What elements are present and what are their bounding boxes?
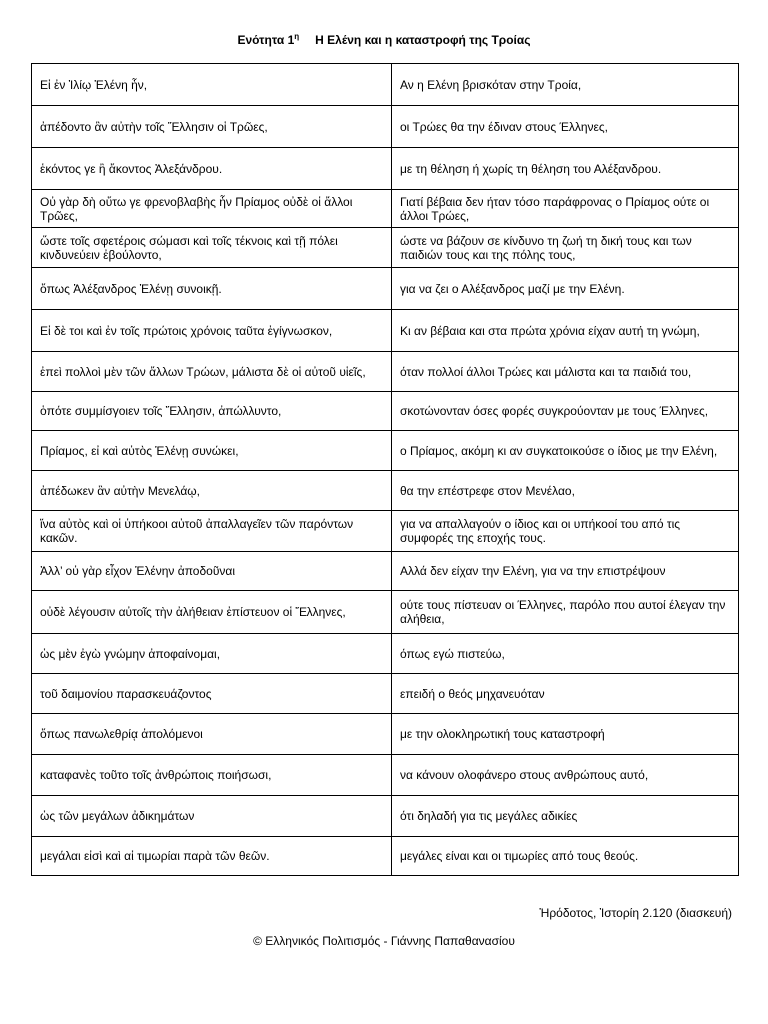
table-row: [32, 268, 739, 310]
unit-superscript: η: [294, 32, 300, 41]
table-row: [32, 310, 739, 352]
translation-table-body: [32, 64, 739, 876]
table-row: [32, 511, 739, 552]
ancient-text-cell: ὥστε τοῖς σφετέροις σώμασι καὶ τοῖς τέκνοις καὶ τῇ πόλει κινδυνεύειν ἐβούλοντο,: [32, 228, 392, 268]
table-row: [32, 634, 739, 674]
table-row: [32, 796, 739, 837]
table-row: [32, 352, 739, 392]
ancient-text-cell: ἀπέδωκεν ἂν αὐτὴν Μενελάῳ,: [32, 471, 392, 511]
ancient-text-cell: ἐπεὶ πολλοὶ μὲν τῶν ἄλλων Τρώων, μάλιστα δὲ οἱ αὐτοῦ υἱεῖς,: [32, 352, 392, 392]
ancient-text-cell: τοῦ δαιμονίου παρασκευάζοντος: [32, 674, 392, 714]
modern-text-cell: για να ζει ο Αλέξανδρος μαζί με την Ελένη.: [392, 268, 739, 310]
table-row: [32, 674, 739, 714]
ancient-text-cell: Ἀλλ’ οὐ γὰρ εἶχον Ἑλένην ἀποδοῦναι: [32, 552, 392, 591]
modern-text-cell: Κι αν βέβαια και στα πρώτα χρόνια είχαν αυτή τη γνώμη,: [392, 310, 739, 352]
modern-text-cell: με την ολοκληρωτική τους καταστροφή: [392, 714, 739, 755]
table-row: [32, 471, 739, 511]
modern-text-cell: να κάνουν ολοφάνερο στους ανθρώπους αυτό,: [392, 755, 739, 796]
modern-text-cell: Αλλά δεν είχαν την Ελένη, για να την επιστρέψουν: [392, 552, 739, 591]
table-row: [32, 148, 739, 190]
modern-text-cell: Αν η Ελένη βρισκόταν στην Τροία,: [392, 64, 739, 106]
modern-text-cell: μεγάλες είναι και οι τιμωρίες από τους θεούς.: [392, 837, 739, 876]
table-row: [32, 392, 739, 431]
ancient-text-cell: μεγάλαι εἰσὶ καὶ αἱ τιμωρίαι παρὰ τῶν θεῶν.: [32, 837, 392, 876]
translation-table: [31, 63, 739, 876]
unit-label: Ενότητα 1: [237, 33, 295, 47]
source-citation: Ἡρόδοτος, Ἱστορίη 2.120 (διασκευή): [539, 906, 732, 920]
modern-text-cell: όπως εγώ πιστεύω,: [392, 634, 739, 674]
table-row: [32, 552, 739, 591]
ancient-text-cell: ἵνα αὐτὸς καὶ οἱ ὑπήκοοι αὐτοῦ ἀπαλλαγεῖεν τῶν παρόντων κακῶν.: [32, 511, 392, 552]
ancient-text-cell: ὅπως πανωλεθρίᾳ ἀπολόμενοι: [32, 714, 392, 755]
ancient-text-cell: Πρίαμος, εἰ καὶ αὐτὸς Ἑλένῃ συνώκει,: [32, 431, 392, 471]
ancient-text-cell: ἑκόντος γε ἢ ἄκοντος Ἀλεξάνδρου.: [32, 148, 392, 190]
ancient-text-cell: ὁπότε συμμίσγοιεν τοῖς Ἕλλησιν, ἀπώλλυντο,: [32, 392, 392, 431]
table-row: [32, 190, 739, 228]
modern-text-cell: οι Τρώες θα την έδιναν στους Έλληνες,: [392, 106, 739, 148]
table-row: [32, 591, 739, 634]
table-row: [32, 64, 739, 106]
ancient-text-cell: καταφανὲς τοῦτο τοῖς ἀνθρώποις ποιήσωσι,: [32, 755, 392, 796]
modern-text-cell: επειδή ο θεός μηχανευόταν: [392, 674, 739, 714]
modern-text-cell: ότι δηλαδή για τις μεγάλες αδικίες: [392, 796, 739, 837]
table-row: [32, 431, 739, 471]
ancient-text-cell: Εἰ ἐν Ἰλίῳ Ἑλένη ἦν,: [32, 64, 392, 106]
title-text: Η Ελένη και η καταστροφή της Τροίας: [315, 33, 531, 47]
modern-text-cell: ο Πρίαμος, ακόμη κι αν συγκατοικούσε ο ίδιος με την Ελένη,: [392, 431, 739, 471]
table-row: [32, 106, 739, 148]
modern-text-cell: ώστε να βάζουν σε κίνδυνο τη ζωή τη δική τους και των παιδιών τους και της πόλης τους,: [392, 228, 739, 268]
ancient-text-cell: Οὐ γὰρ δὴ οὕτω γε φρενοβλαβὴς ἦν Πρίαμος οὐδὲ οἱ ἄλλοι Τρῶες,: [32, 190, 392, 228]
modern-text-cell: για να απαλλαγούν ο ίδιος και οι υπήκοοί του από τις συμφορές της εποχής τους.: [392, 511, 739, 552]
ancient-text-cell: ὡς μὲν ἐγὼ γνώμην ἀποφαίνομαι,: [32, 634, 392, 674]
modern-text-cell: Γιατί βέβαια δεν ήταν τόσο παράφρονας ο Πρίαμος ούτε οι άλλοι Τρώες,: [392, 190, 739, 228]
table-row: [32, 755, 739, 796]
modern-text-cell: σκοτώνονταν όσες φορές συγκρούονταν με τους Έλληνες,: [392, 392, 739, 431]
ancient-text-cell: ἀπέδοντο ἂν αὐτὴν τοῖς Ἕλλησιν οἱ Τρῶες,: [32, 106, 392, 148]
modern-text-cell: όταν πολλοί άλλοι Τρώες και μάλιστα και τα παιδιά του,: [392, 352, 739, 392]
page-title: [0, 33, 768, 47]
ancient-text-cell: ὅπως Ἀλέξανδρος Ἑλένῃ συνοικῇ.: [32, 268, 392, 310]
ancient-text-cell: Εἰ δὲ τοι καὶ ἐν τοῖς πρώτοις χρόνοις ταῦτα ἐγίγνωσκον,: [32, 310, 392, 352]
modern-text-cell: με τη θέληση ή χωρίς τη θέληση του Αλέξανδρου.: [392, 148, 739, 190]
ancient-text-cell: οὐδὲ λέγουσιν αὐτοῖς τὴν ἀλήθειαν ἐπίστευον οἱ Ἕλληνες,: [32, 591, 392, 634]
ancient-text-cell: ὡς τῶν μεγάλων ἀδικημάτων: [32, 796, 392, 837]
copyright-footer: © Ελληνικός Πολιτισμός - Γιάννης Παπαθανασίου: [253, 934, 515, 948]
table-row: [32, 714, 739, 755]
table-row: [32, 228, 739, 268]
modern-text-cell: ούτε τους πίστευαν οι Έλληνες, παρόλο που αυτοί έλεγαν την αλήθεια,: [392, 591, 739, 634]
table-row: [32, 837, 739, 876]
modern-text-cell: θα την επέστρεφε στον Μενέλαο,: [392, 471, 739, 511]
